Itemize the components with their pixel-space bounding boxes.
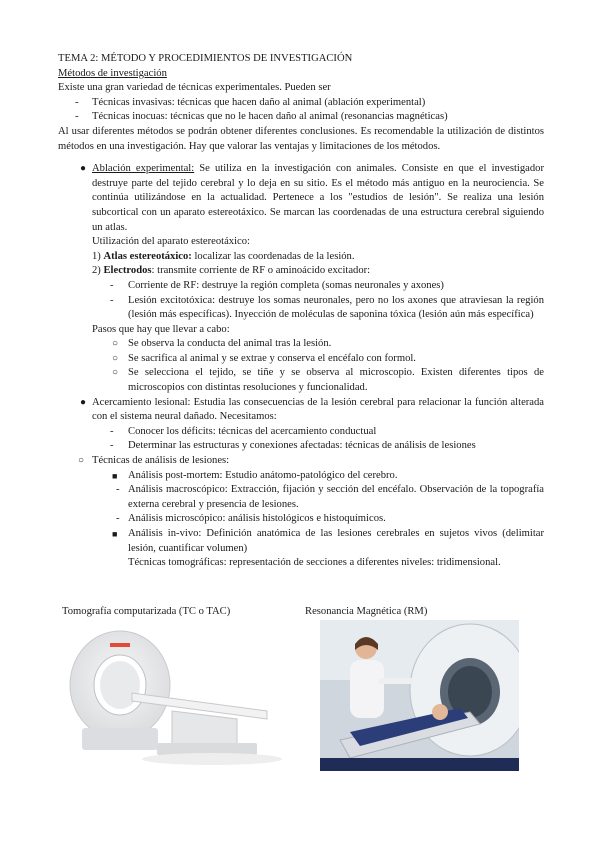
bullet-icon: ●	[80, 396, 87, 408]
analysis-item: ■ Análisis post-mortem: Estudio anátomo-patológico del cerebro.	[58, 469, 544, 484]
square-icon: ■	[112, 470, 118, 481]
analysis-item: - Análisis microscópico: análisis histológicos e histoquímicos.	[116, 513, 386, 525]
mri-figure	[305, 605, 427, 619]
analysis-item: - Análisis macroscópico: Extracción, fijación y sección del encéfalo. Observación de la topografía externa cerebral y presencia de lesiones.	[116, 484, 544, 510]
lesional-paragraph: ● Acercamiento lesional: Estudia las consecuencias de la lesión cerebral para relacionar la función alterada con el sistema neural dañado. Necesitamos:	[80, 396, 544, 423]
mri-caption: Resonancia Magnética (RM)	[305, 606, 428, 617]
technique-item: - Técnicas invasivas: técnicas que hacen daño al animal (ablación experimental)	[75, 96, 426, 108]
lesional-item: - Determinar las estructuras y conexiones afectadas: técnicas de análisis de lesiones	[110, 440, 476, 452]
bullet-icon: ●	[80, 163, 87, 175]
steps-intro: Pasos que hay que llevar a cabo:	[92, 323, 230, 335]
ct-caption: Tomografía computarizada (TC o TAC)	[62, 606, 231, 617]
intro-text: Existe una gran variedad de técnicas experimentales. Pueden ser	[58, 82, 331, 94]
document-page	[58, 52, 544, 571]
page-title: TEMA 2: MÉTODO Y PROCEDIMIENTOS DE INVESTIGACIÓN	[58, 53, 353, 64]
technique-item: - Técnicas inocuas: técnicas que no le hacen daño al animal (resonancias magnéticas)	[75, 111, 448, 123]
methods-paragraph: Al usar diferentes métodos se podrán obtener diferentes conclusiones. Es recomendable la utilización de distintos métodos en una investigación. Hay que valorar las ventajas y limitaciones de los métodos.	[58, 125, 544, 152]
ct-scanner-image	[62, 623, 284, 769]
circle-icon: ○	[112, 338, 119, 350]
apparatus-item: 2) Electrodos: transmite corriente de RF o aminoácido excitador:	[92, 265, 371, 277]
section-heading: Métodos de investigación	[58, 67, 167, 79]
ct-figure	[62, 605, 230, 619]
analysis-item: ■ Análisis in-vivo: Definición anatómica de las lesiones cerebrales en sujetos vivos (delimitar lesión, cuantificar volumen)	[112, 528, 544, 554]
mri-scanner-image	[320, 620, 519, 771]
square-icon: ■	[112, 529, 118, 539]
apparatus-item: 1) Atlas estereotáxico: localizar las coordenadas de la lesión.	[92, 250, 355, 262]
circle-icon: ○	[78, 455, 85, 467]
analysis-heading: ○ Técnicas de análisis de lesiones:	[58, 454, 544, 469]
electrode-item: - Lesión excitotóxica: destruye los somas neuronales, pero no los axones que atraviesan la región (lesión más específicas). Inyección de moléculas de saponina tóxica (lesión aún más específica)	[110, 294, 544, 321]
analysis-item: Técnicas tomográficas: representación de secciones a diferentes niveles: tridimensional.	[128, 557, 501, 569]
circle-icon: ○	[112, 367, 119, 379]
step-item: ○ Se observa la conducta del animal tras la lesión.	[58, 337, 544, 352]
ablation-paragraph: ● Ablación experimental: Se utiliza en la investigación con animales. Consiste en que el investigador destruye parte del tejido cerebral y lo deja en su sitio. Es el método más antiguo en la neurociencia. Se continúa utilizándose en la actualidad. Pertenece a los "estudios de lesión". Se realiza una lesión subcortical con un aparato estereotáxico. Se marcan las coordenadas de una estructura cerebral siguiendo un atlas.	[80, 163, 544, 233]
lesional-item: - Conocer los déficits: técnicas del acercamiento conductual	[110, 425, 377, 437]
apparatus-intro: Utilización del aparato estereotáxico:	[92, 236, 250, 248]
step-item: ○ Se selecciona el tejido, se tiñe y se observa al microscopio. Existen diferentes tipos de microscopios con distintas resoluciones y funcionalidad.	[112, 367, 544, 394]
step-item: ○ Se sacrifica al animal y se extrae y conserva el encéfalo con formol.	[58, 352, 544, 367]
electrode-item: - Corriente de RF: destruye la región completa (somas neuronales y axones)	[110, 279, 444, 291]
circle-icon: ○	[112, 352, 119, 364]
